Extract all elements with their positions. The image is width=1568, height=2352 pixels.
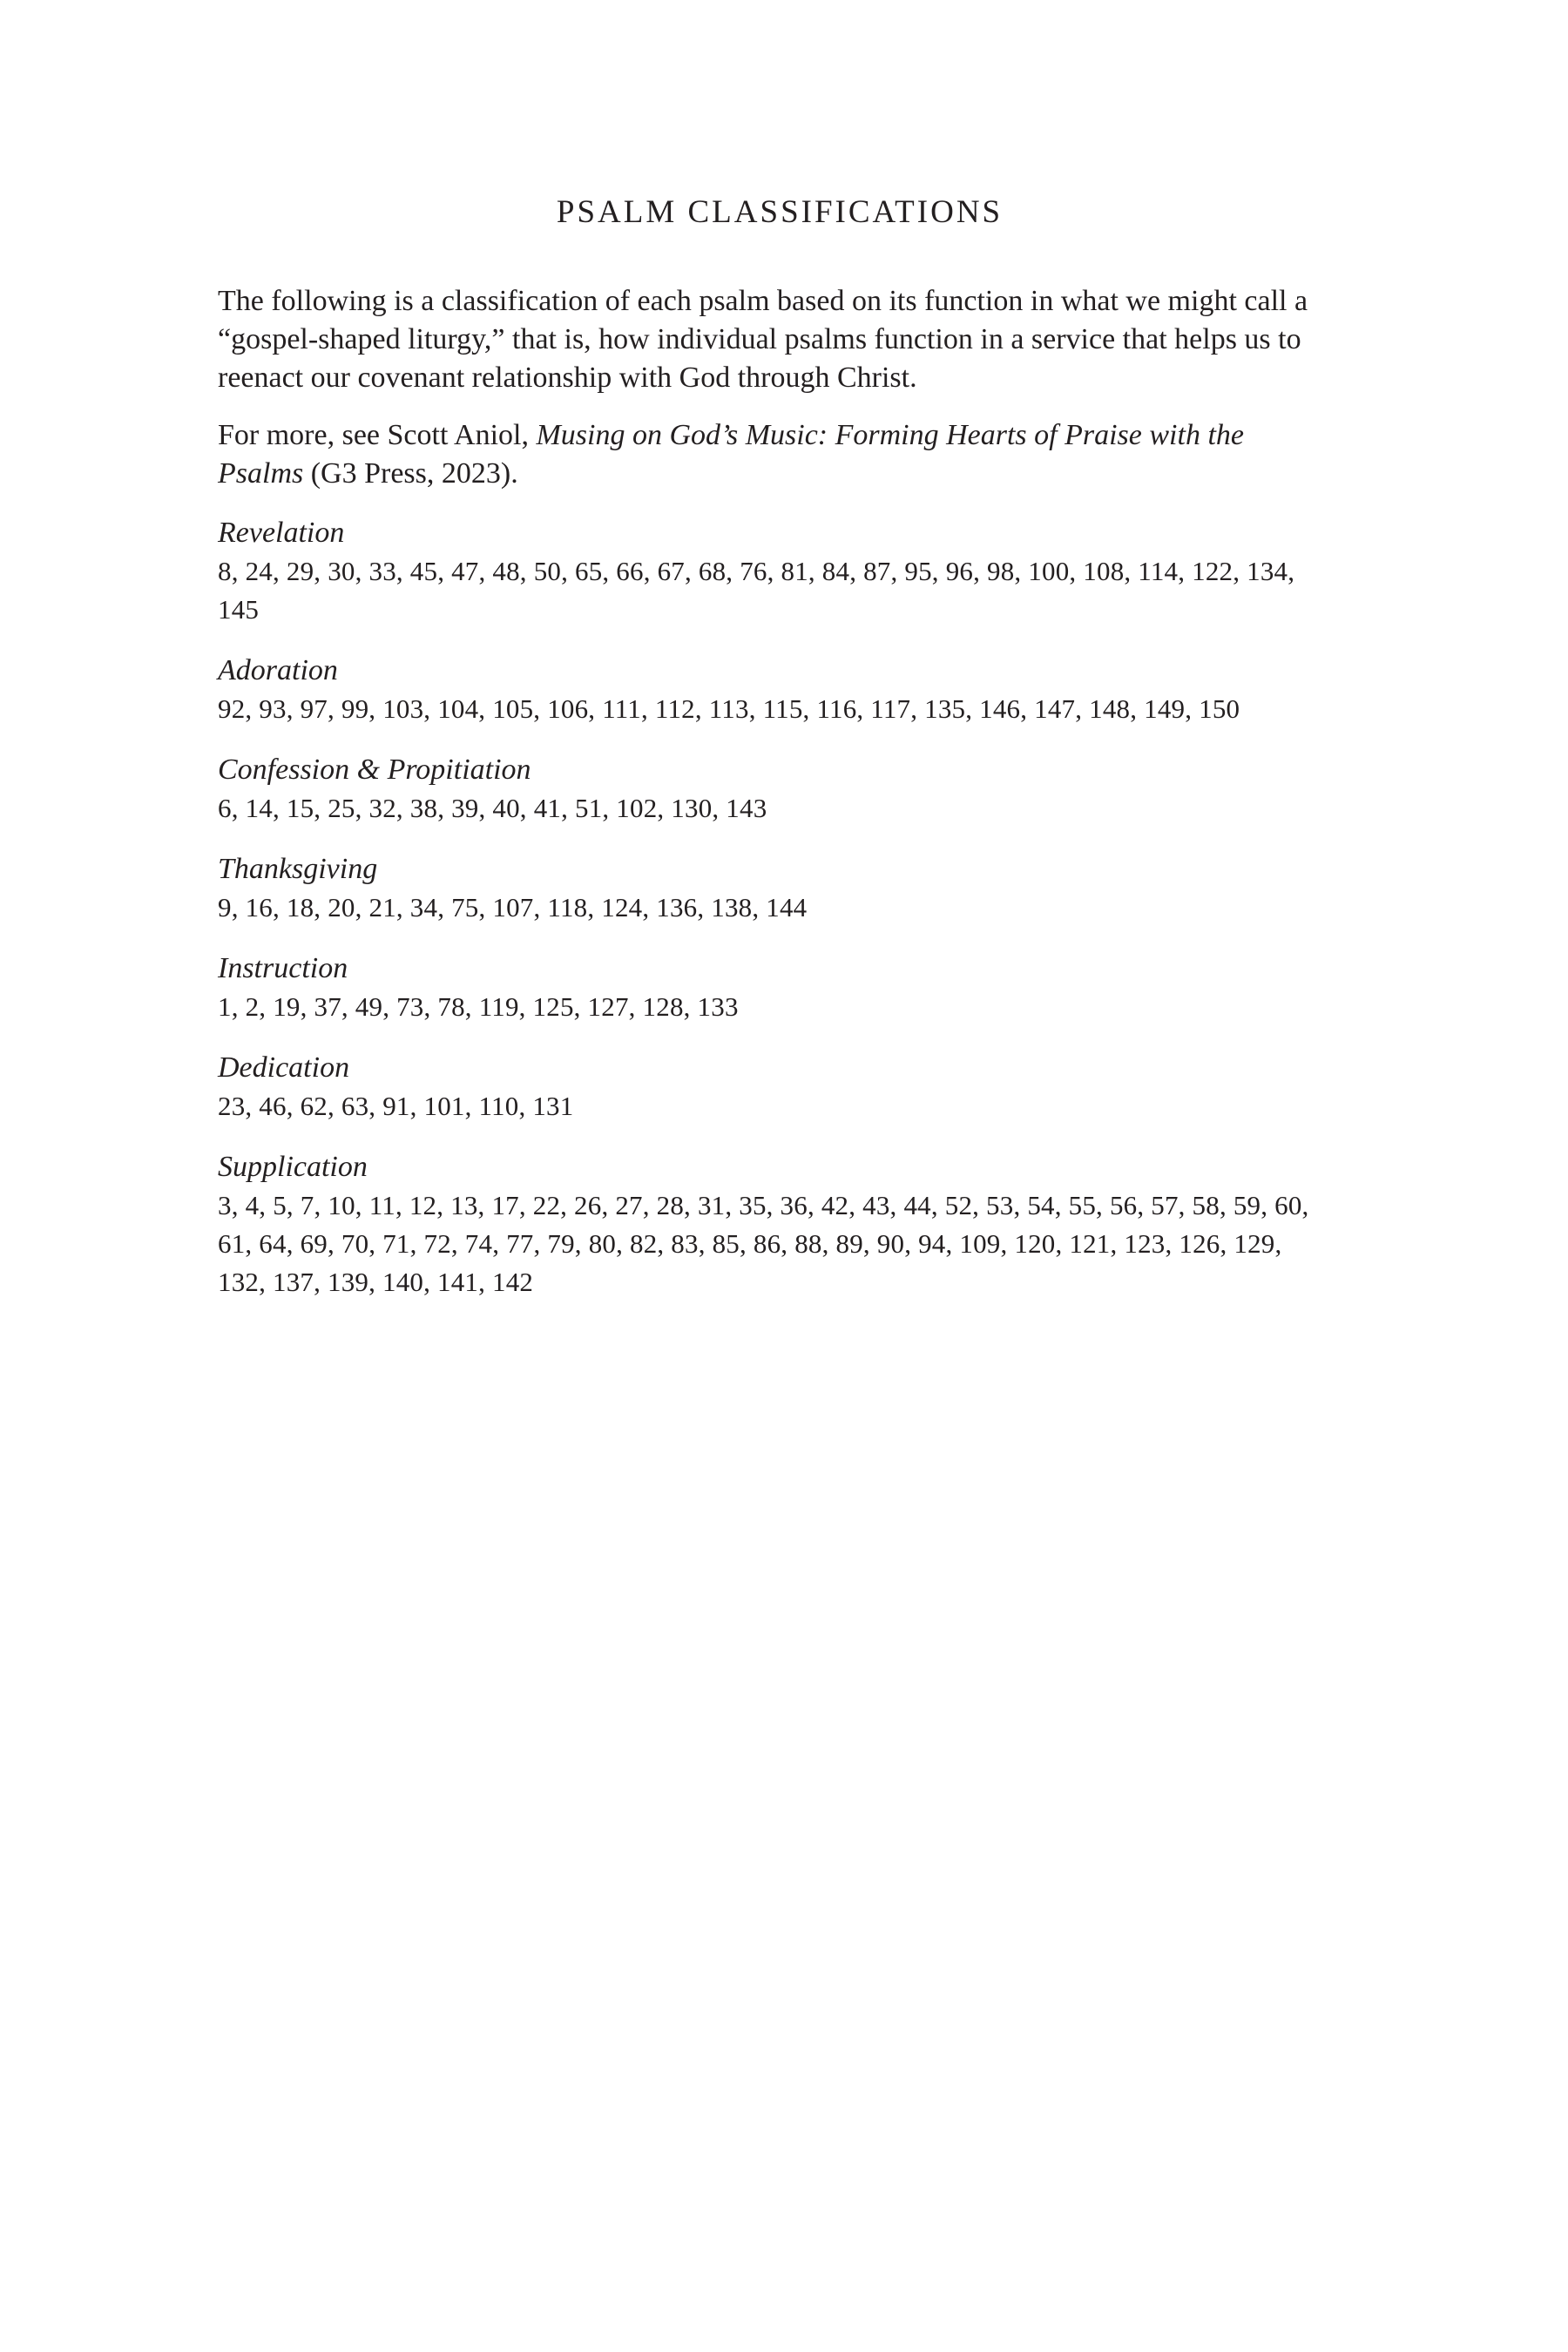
section-revelation [218, 514, 1324, 629]
reference-prefix: For more, see Scott Aniol, [218, 419, 537, 451]
section-heading: Dedication [218, 1051, 350, 1084]
psalm-list: 23, 46, 62, 63, 91, 101, 110, 131 [218, 1091, 574, 1121]
reference-paragraph [218, 416, 1324, 493]
section-heading: Revelation [218, 517, 345, 549]
intro [218, 282, 1324, 493]
section-heading: Instruction [218, 952, 348, 984]
section-confession-propitiation [218, 751, 1324, 828]
psalm-list: 9, 16, 18, 20, 21, 34, 75, 107, 118, 124, 136, 138, 144 [218, 892, 808, 923]
intro-paragraph: The following is a classification of each psalm based on its function in what we might call a “gospel-shaped liturgy,” that is, how individual psalms function in a service that helps us to reenact our covenant relationship with God through Christ. [218, 285, 1308, 394]
section-heading: Thanksgiving [218, 853, 378, 885]
page-title: PSALM CLASSIFICATIONS [556, 194, 1004, 230]
section-thanksgiving [218, 850, 1324, 927]
section-adoration [218, 652, 1324, 728]
section-heading: Confession & Propitiation [218, 754, 531, 786]
page-content [218, 193, 1324, 1324]
section-dedication [218, 1049, 1324, 1125]
psalm-list: 6, 14, 15, 25, 32, 38, 39, 40, 41, 51, 102, 130, 143 [218, 793, 767, 823]
reference-suffix: (G3 Press, 2023). [303, 457, 518, 490]
psalm-list: 1, 2, 19, 37, 49, 73, 78, 119, 125, 127, 128, 133 [218, 991, 739, 1022]
psalm-list: 3, 4, 5, 7, 10, 11, 12, 13, 17, 22, 26, 27, 28, 31, 35, 36, 42, 43, 44, 52, 53, 54, 55, 56, 57, 58, 59, 60, 61, 64, 69, 70, 71, 72, 74, 77, 79, 80, 82, 83, 85, 86, 88, 89, 90, 94, 109, 120, 121, 123, 126, 129, 132, 137, 139, 140, 141, 142 [218, 1190, 1309, 1297]
reference-book-title: Musing on God’s Music: Forming Hearts of Praise with the Psalms [218, 419, 1244, 490]
section-heading: Adoration [218, 654, 338, 686]
section-supplication [218, 1148, 1324, 1301]
psalm-list: 92, 93, 97, 99, 103, 104, 105, 106, 111, 112, 113, 115, 116, 117, 135, 146, 147, 148, 149, 150 [218, 693, 1240, 724]
section-heading: Supplication [218, 1151, 368, 1183]
psalm-list: 8, 24, 29, 30, 33, 45, 47, 48, 50, 65, 66, 67, 68, 76, 81, 84, 87, 95, 96, 98, 100, 108, 114, 122, 134, 145 [218, 556, 1295, 625]
section-instruction [218, 950, 1324, 1026]
